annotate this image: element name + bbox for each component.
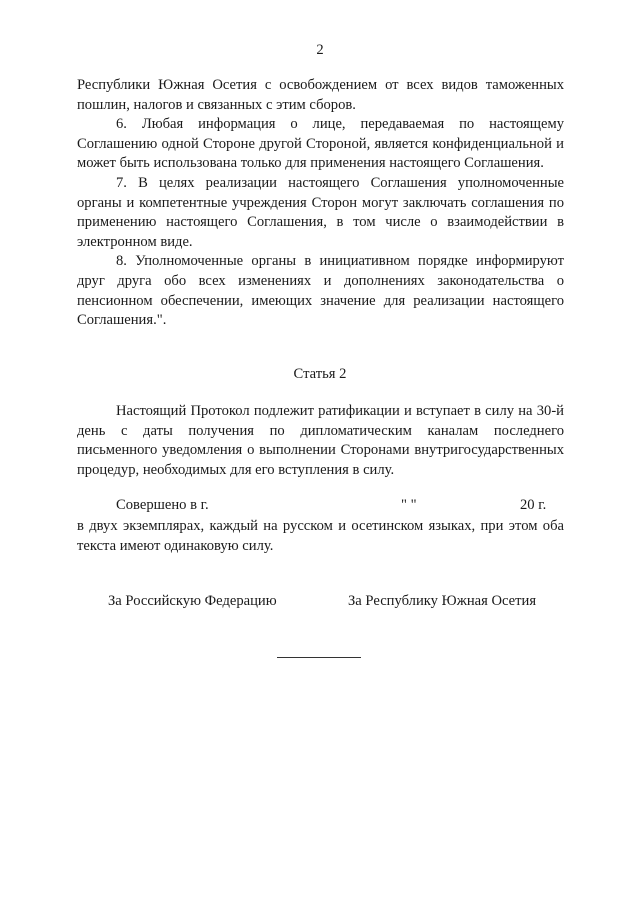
document-body xyxy=(77,76,564,331)
signature-south-ossetia: За Республику Южная Осетия xyxy=(348,593,537,609)
done-continuation xyxy=(77,517,564,556)
paragraph-item-7: 7. В целях реализации настоящего Соглашения уполномоченные органы и компетентные учреждения Сторон могут заключать соглашения по применению настоящего Соглашения, в том числе о взаимодействии в электронном виде. xyxy=(77,174,564,250)
end-rule xyxy=(277,657,361,658)
done-text: в двух экземплярах, каждый на русском и осетинском языках, при этом оба текста имеют одинаковую силу. xyxy=(77,518,564,554)
done-date-quotes: " " xyxy=(401,497,417,513)
done-year: 20 г. xyxy=(520,497,547,513)
paragraph-continuation: Республики Южная Осетия с освобождением от всех видов таможенных пошлин, налогов и связанных с этим сборов. xyxy=(77,77,564,113)
article-heading: Статья 2 xyxy=(293,366,347,382)
article-body xyxy=(77,402,564,480)
done-line xyxy=(77,497,564,517)
paragraph-item-6: 6. Любая информация о лице, передаваемая по настоящему Соглашению одной Стороне другой Стороной, является конфиденциальной и может быть использована только для применения настоящего Соглашения. xyxy=(77,116,564,172)
signature-russia: За Российскую Федерацию xyxy=(108,593,277,609)
done-prefix: Совершено в г. xyxy=(116,497,209,513)
paragraph-item-8: 8. Уполномоченные органы в инициативном порядке информируют друг друга обо всех изменениях и дополнениях законодательства о пенсионном обеспечении, имеющих значение для реализации настоящего Соглашения.". xyxy=(77,253,564,329)
article-paragraph: Настоящий Протокол подлежит ратификации и вступает в силу на 30-й день с даты получения по дипломатическим каналам последнего письменного уведомления о выполнении Сторонами внутригосударственных процедур, необходимых для его вступления в силу. xyxy=(77,403,564,478)
page-number: 2 xyxy=(316,42,324,58)
